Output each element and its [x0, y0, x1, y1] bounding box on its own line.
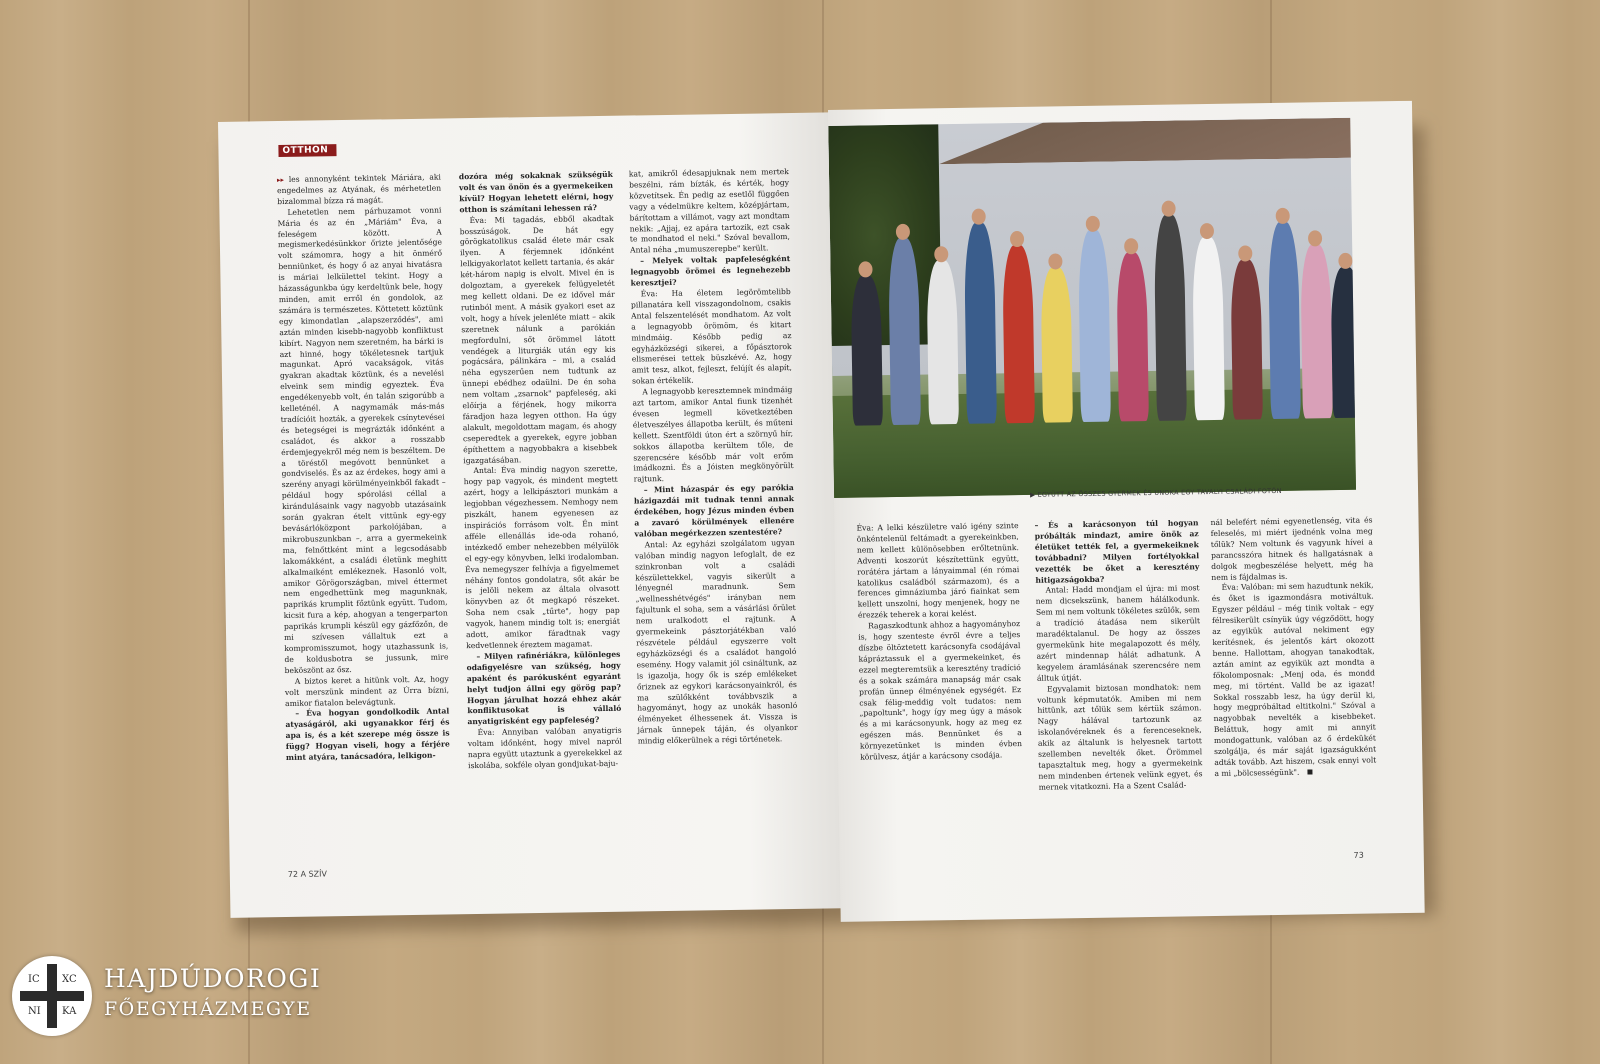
person-head: [1124, 238, 1138, 254]
person-head: [1010, 231, 1024, 247]
left-column-3: [629, 167, 798, 747]
right-column-3: [1210, 515, 1376, 779]
interview-question: – Milyen rafinériákra, különleges odafigyelésre van szükség, hogy apaként és parókusként egyaránt helyt tudjon állni egy görög pap? Hogyan járulhat hozzá ehhez akár konfliktusokat is vállaló anyatigrisként egy papfeleség?: [466, 649, 622, 727]
interview-question: – Melyek voltak papfeleségként legnagyobb örömei és legnehezebb keresztjei?: [630, 254, 791, 288]
paragraph: Antal: Az egyházi szolgálatom ugyan valóban mindig nagyon lefoglalt, de ez szinkronban volt a családi készülettekkel, vagyis sikerült a lényegnél maradnunk. Sem „wellnesshétvégés" irányban nem fajultunk el soha, sem a vásárlási őrület nem uralkodott el rajtunk. A gyermekeink pásztorjátékban való részvétele például egyszerre volt egyházközségi és a családot hangoló esemény. Hogy valamit jól csináltunk, az is igazolja, hogy ők is szép emlékeket őriznek az egykori karácsonyainkról, és ma szülőkként továbbvszik a hagyományt, hogy az unokák hasonló élményeket élhessenek át. Vissza is járnak ünnepek táján, és olyankor mindig előkerülnek a régi történetek.: [634, 537, 798, 746]
page-number-left: 72 A SZÍV: [287, 869, 328, 879]
person-head: [896, 224, 910, 240]
paragraph: Egyvalamit biztosan mondhatok: nem voltunk képmutatók. Amiben mi nem hittünk, azt tőlük sem kértük számon. Nagy hálával tartozunk az iskolanővéreknek és a ferenceseknek, akik az általunk is helyesnek tartott szellemben nevelték őket. Örömmel tapasztaltuk meg, hogy a gyermekeink nem mindenben értenek velünk egyet, és mernek vitatkozni. Ha a Szent Család-: [1037, 681, 1203, 792]
logo-letter: XC: [62, 974, 77, 985]
logo-letter: IC: [28, 974, 40, 985]
photo-caption-text: EGYÜTT AZ ÖSSZES GYERMEK ÉS UNOKA EGY TAVALYI CSALÁDI FOTÓN: [1037, 486, 1282, 499]
person-head: [934, 246, 948, 262]
paragraph: les annonyként tekintek Máriára, aki engedelmes az Atyának, és mérhetetlen bizalommal bízza rá magát.: [277, 172, 442, 206]
person-figure: [1192, 237, 1225, 420]
diocese-cross-logo: [12, 956, 92, 1036]
page-number-right: 73: [1353, 850, 1364, 860]
paragraph: Ragaszkodtunk ahhoz a hagyományhoz is, hogy szenteste évről évre a teljes díszbe öltöztetett karácsonyfa csodájával kápráztassuk el a gyermekeinket, és ezzel megteremtsük a keresztény tradíció és a sokak számára manapság már csak profán ünnep élményének egységét. Ez csak félig-meddig volt tudatos: nem „papoltunk", hogy így meg úgy a mások és a mi karácsonyunk, hogy az meg ez egészen más. Bennünket és a környezetünket is minden évben körülvesz, átjár a karácsony csodája.: [858, 619, 1023, 762]
person-head: [858, 261, 872, 277]
person-head: [1048, 253, 1062, 269]
section-label: OTTHON: [278, 144, 336, 157]
tree: [828, 124, 941, 346]
right-column-1: [857, 521, 1023, 763]
person-head: [1200, 223, 1214, 239]
person-head: [1308, 230, 1322, 246]
person-figure: [1002, 245, 1035, 423]
logo-letter: KA: [62, 1006, 77, 1017]
brand-name-line2: FŐEGYHÁZMEGYE: [104, 998, 312, 1020]
paragraph: Antal: Éva mindig nagyon szerette, hogy pap vagyok, és mindent megtett azért, hogy a lelkipásztori munkám a legjobban végezhessem. Nemhogy nem piszkált, hanem egyenesen az inspirációs forrásom volt. Én mint afféle ellenállás ide-oda rohanó, intézkedő ember nehezebben mélyülök el egy-egy könyvben, lelki irodalomban. Éva nemegyszer felhívja a figyelmemet néhány fontos gondolatra, sőt akár be is jelöli nekem az általa olvasott könyvben az őt megkapó részeket. Soha nem csak „tűrte", hogy pap vagyok, hanem mindig tolt is; energiát adott, amikor fáradtnak vagy kedvetlennek éreztem magamat.: [463, 464, 621, 651]
interview-question: – Éva hogyan gondolkodik Antal atyaságáról, aki ugyanakkor férj és apa is, és a két szerepe még össze is függ? Hogyan viseli, hogy a férjére mint atyára, tanácsadóra, lelkigon-: [285, 706, 450, 763]
left-column-1: [277, 173, 450, 764]
person-figure: [1041, 267, 1073, 422]
paragraph: Lehetetlen nem párhuzamot vonni Mária és az én „Máriám" Éva, a feleségem között. A megismerkedésünkkor őrizte jelentősége volt számomra, hogy a hit önmérő benniünket, és hogy ő az anyai hivatásra is máriai lelkülettel tekint. Hogy a házasságunkba úgy kerdeltünk bele, hogy minden, amit erről én gondolok, az számára is természetes. Köttetett köztünk egy kimondatlan „alapszerződés", ami aztán minden kisebb-nagyobb konfliktust kibírt. Nagyon nem szeretném, ha bárki is azt hinné, hogy tökéletesnek tartjuk magunkat. Apró vacakságok, vitás gyakran akadtak köztünk, és a nevelési elveink sem mindig egyeztek. Éva engedékenyebb volt, én talán szigorúbb a kelleténél. A nagymamák más-más tradícióit hozták, a gyerekek csínytevései és betegségei is megrázták időnként a családot, és akkor a rosszabb érdemjegyekről még nem is beszéltem. De a töréstől megóvott bennünket a gondviselés. És az az érdekes, hogy ami a szerény anyagi körülményeinkből fakadt – például hogy spórolási céllal a kirándulásaink vagy nagyobb utazásaink során gyakran ételt vittünk egy-egy bevásárlóközpont parkolójában, a mikrobuszunkban –, arra a gyermekeink ma, felnőttként mint a legcsodásabb lakomákként, a családi életünk meghitt alkalmaiként emlékeznek. Hasonló volt, amikor Görögországban, mivel éttermet nem engedhettünk meg magunknak, paprikás krumplit főztünk együtt. Tudom, kicsit fura a kép, ahogyan a tengerparton paprikás krumpli készül egy gázfőzőn, de mi szívesen vállaltuk ezt a kompromisszumot, hogy utazhassunk is, de koldusbotra se jussunk, mire beköszönt az ősz.: [277, 205, 449, 675]
continue-arrow-icon: ▸▸: [276, 175, 285, 185]
left-column-2: [459, 170, 622, 772]
paragraph: kat, amikről édesapjuknak nem mertek beszélni, rám bízták, és kérték, hogy közvetítsek. Én pedig az esetlől függően vagy a védelmükre keltem, középjártam, bárítottam a villámot, vagy azt mondtam nekik: „Ajjaj, ez apára tartozik, ezt csak te mondhatod el neki." Szóval bevallom, Antal néha „mumuszerepbe" került.: [628, 167, 790, 255]
paragraph: Antal: Hadd mondjam el újra: mi most nem dicsekszünk, hanem hálálkodunk. Sem mi nem voltunk tökéletes szülők, sem a tradíció átadása nem sikerült maradéktalanul. De hogy az összes gyermekünk hite megalapozott és mély, azért mindennap hálát adhatunk. A kegyelem áramlásának szerencsére nem álltuk útját.: [1035, 583, 1201, 683]
paragraph: Éva: Annyiban valóban anyatigris voltam időnként, hogy mivel napról napra együtt utaztunk a gyerekekkel az iskolába, sokféle olyan gondjukat-baju-: [467, 725, 623, 771]
paragraph: Éva: A lelki készületre való igény szinte önkéntelenül feltámadt a gyerekeinkben, nem kellett különösebben erőltetnünk. Adventi koszorút készítettünk együtt, rorátéra jártam a lányaimmal (én római katolikus családból származom), és a ferences gimnáziumba járó fiainkat sem kellett unszolni, hogy menjenek, hogy ne érezzék teherek a korai kelést.: [856, 521, 1020, 620]
paragraph: A biztos keret a hitünk volt. Az, hogy volt merszünk mindent az Úrra bízni, amikor fiatalon belevágtunk.: [284, 674, 450, 708]
end-mark-icon: [1307, 769, 1312, 774]
interview-question: dozóra még sokaknak szükségük volt és van önön és a gyermekeiken kívül? Hogyan lehetett elérni, hogy otthon is számítani lehessen rá?: [458, 169, 614, 214]
paragraph: Éva: Mi tagadás, ebből akadtak bosszúságok. De hát egy görögkatolikus család élete már csak ilyen. A férjemnek időnként lelkigyakorlatot kellett tartania, és akár két-három napig is elvolt. Mivel én is dolgoztam, a gyerekek felügyeletét meg kellett oldani. De ez idővel már rutinból ment. A másik gyakori eset az volt, hogy a hívek jelenléte miatt – akik szeretnek nálunk a parókián megfordulni, sőt örömmel látott vendégek a liturgiák után egy kis pogácsára, pálinkára – mi, a család néha egyszerűen nem tudtunk az ünnepi ebédhez odaülni. De én soha nem voltam „zsarnok" papfeleség, aki előírja a férjének, hogy mikorra fáradjon haza legyen otthon. Ha úgy alakult, megoldottam magam, és ahogy cseperedtek a gyerekek, egyre jobban építhettem a nagyobbakra a kisebbek igazgatásában.: [459, 213, 618, 465]
person-figure: [1300, 244, 1333, 418]
caption-arrow-icon: ▶: [1030, 490, 1038, 499]
person-head: [1238, 245, 1252, 261]
person-figure: [1116, 252, 1149, 421]
person-head: [972, 209, 986, 225]
right-column-2: [1034, 518, 1202, 793]
paragraph: A legnagyobb keresztemnek mindmáig azt tartom, amikor Antal fiunk tizenhét évesen legmell következtében életveszélyes állapotba került, és műteni kellett. Szentföldi úton ért a szörnyű hír, sokkos állapotba kerültem tőle, de szerencsére később már volt erőm imádkozni. És a Jóisten megkönyörült rajtunk.: [632, 385, 794, 484]
cross-bar: [20, 991, 84, 1001]
paragraph: Éva: Ha életem legörömtelibb pillanatára kell visszagondolnom, csakis Antal felszentelését mondhatom. Az volt a legnagyobb örömöm, és kitart mindmáig. Később pedig az egyházközségi sikerei, a főpásztorok elismerései tettek büszkévé. Az, hogy amit tesz, alkot, fejleszt, felújít és alapít, sokan értékelik.: [630, 286, 793, 386]
interview-question: – És a karácsonyon túl hogyan próbálták mindazt, amire önök az életüket tették fel, a gyermekeiknek továbbadni? Milyen fortélyokkal vezették be őket a keresztény hitigazságokba?: [1034, 518, 1200, 585]
person-figure: [926, 260, 959, 424]
family-photo: [828, 118, 1356, 498]
logo-letter: NI: [28, 1006, 41, 1017]
magazine-left-page: [218, 112, 842, 918]
person-head: [1161, 201, 1175, 217]
magazine-right-page: [828, 101, 1425, 922]
person-head: [1338, 253, 1352, 269]
person-figure: [1230, 259, 1263, 419]
brand-name-line1: HAJDÚDOROGI: [104, 964, 322, 993]
interview-question: – Mint házaspár és egy parókia házigazdái mit tudnak tenni annak érdekében, hogy Jézus minden évben a zavaró körülmények ellenére valóban megérkezzen szentestére?: [633, 483, 795, 539]
paragraph: Éva: Valóban: mi sem hazudtunk nekik, és őket is igazmondásra motiváltuk. Egyszer például – még tinik voltak – egy félresikerült csínyük úgy végződött, hogy az egyikük autóval nekiment egy kerítésnek, és jelentős kárt okozott benne. Hallottam, ahogyan tanakodtak, aztán amint az egyikük azt mondta a főkolomposnak: „Menj oda, és mondd meg, mi történt. Valld be az igazat! Sokkal rosszabb lesz, ha úgy derül ki, hogy megpróbáltad eltitkolni." Szóval a nagyobbak nevelték a kisebbeket. Beláttuk, hogy amit mi annyit mondogattunk, valóban az ő érdekükét szolgálja, és már saját igazságukként adták tovább. Azt hiszem, csak ennyi volt a mi „bölcsességünk".: [1211, 580, 1377, 778]
person-figure: [1331, 267, 1357, 418]
person-head: [1086, 216, 1100, 232]
person-figure: [851, 275, 883, 425]
paragraph: nál belefért némi egyenetlenség, vita és feleselés, mi miért ijednénk volna meg tőlük? Nem voltunk és vagyunk hívei a parancsszóra hitnek és hallgatásnak a dolgok megbeszélése helyett, még ha nem is fájdalmas is.: [1210, 515, 1374, 582]
